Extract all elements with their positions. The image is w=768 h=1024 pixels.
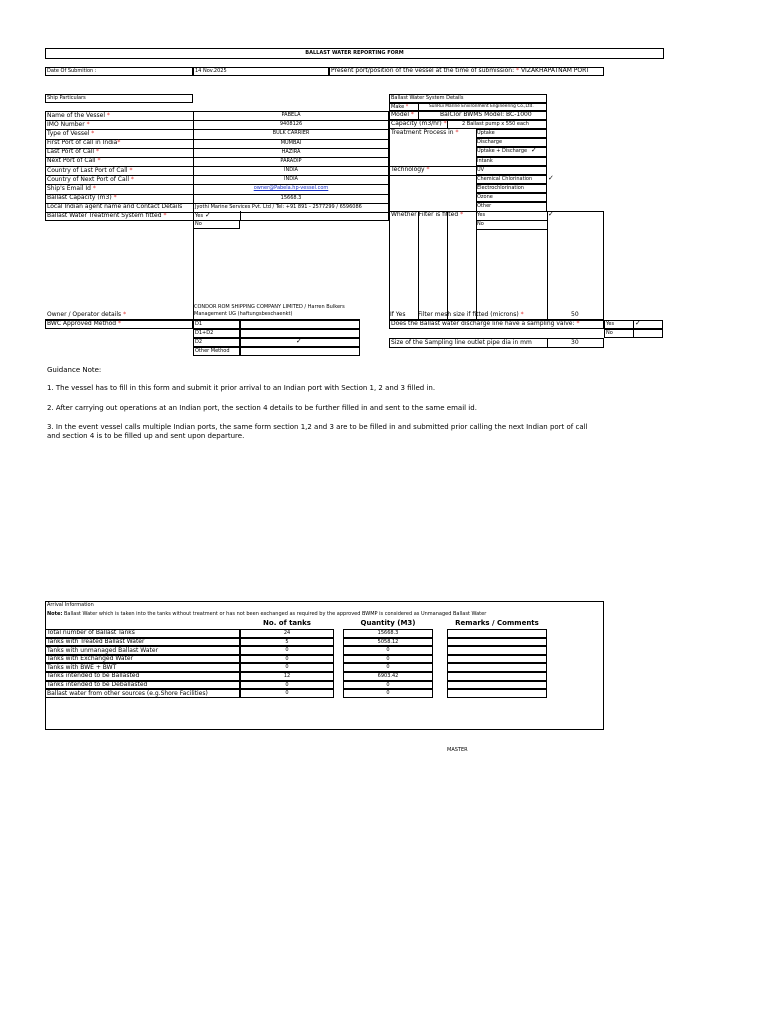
ship-field-label [47,140,120,146]
if-yes-label: If Yes [390,311,406,318]
pipe-label: Size of the Sampling line outlet pipe dia in mm [391,339,532,346]
ship-field-label [47,149,99,155]
guidance-note-1: 1. The vessel has to fill in this form and submit it prior arrival to an Indian port with Section 1, 2 and 3 filled in. [47,384,436,392]
bwts-header: Ballast Water System Details [391,95,464,101]
signature-master: MASTER [447,747,468,753]
process-option[interactable]: Uptake [477,130,495,136]
required-star: * [86,120,90,128]
ship-field-label-text: Last Port of Call [47,148,97,156]
ship-field-label [47,168,132,174]
bwts-capacity-label: Capacity (m3/hr) * [391,120,447,127]
process-option[interactable]: Discharge [477,139,503,146]
arrival-qty-value[interactable]: 0 [386,655,390,662]
arrival-tanks-value[interactable]: 0 [285,647,289,654]
ship-field-label [47,122,90,128]
col-qty-header: Quantity (M3) [360,619,416,627]
present-port-label: Present port/position of the vessel at the time of submission: [331,67,517,74]
guidance-note-3a: 3. In the event vessel calls multiple Indian ports, the same form section 1,2 and 3 are to be filled in and submitted prior calling the next Indian port of call [47,423,588,431]
required-star: * [129,166,133,174]
arrival-qty-value[interactable]: 6903.42 [377,673,399,679]
ship-field-label [47,113,110,119]
arrival-remarks-cell[interactable] [447,663,547,672]
tech-option[interactable]: UV [477,166,485,173]
ship-field-label [47,177,134,183]
row-divider [45,184,389,185]
ship-field-label [47,158,100,164]
ship-field-value[interactable]: MUMBAI [280,139,302,146]
submission-label: Date Of Submition : [47,68,97,74]
method-check-box [240,347,360,356]
arrival-tanks-value[interactable]: 12 [283,673,291,679]
method-d2-tick: ✓ [296,337,302,345]
row-divider [45,120,389,121]
ship-field-value[interactable]: PARADIP [280,157,302,164]
ship-particulars-header: Ship Particulars [47,95,86,101]
sampling-label: Does the Ballast water discharge line have a sampling valve: * [391,320,580,327]
ship-field-label-text: Country of Next Port of Call [47,175,131,183]
ship-field-value[interactable]: 15668.3 [280,194,302,201]
ship-field-label [47,186,96,192]
arrival-remarks-cell[interactable] [447,689,547,698]
ship-field-value[interactable]: Jyothi Marine Services Pvt. Ltd / Tel: +91 891 - 2577299 / 6596086 [195,203,362,210]
process-option[interactable]: Uptake + Discharge [477,148,528,155]
present-port-req: * [516,67,520,74]
tech-option[interactable]: Other [477,203,492,210]
arrival-remarks-cell[interactable] [447,638,547,647]
sampling-yes-tick: ✓ [635,319,641,327]
ship-field-label-text: Ballast Capacity (m3) [47,194,114,202]
method-option[interactable]: D1+D2 [195,330,214,336]
tech-option-box [476,166,547,175]
arrival-row-label: Total number of Ballast Tanks [47,629,135,637]
arrival-qty-value[interactable]: 0 [386,664,390,671]
sampling-yes[interactable]: Yes [606,321,615,327]
arrival-qty-value[interactable]: 5058.12 [377,638,399,645]
arrival-note: Note: Ballast Water which is taken into the tanks without treatment or has not been exchanged as required by the approved BWMP is considered as Unmanaged Ballast Water [47,611,487,617]
arrival-remarks-cell[interactable] [447,646,547,655]
arrival-row-label: Tanks with unmanaged Ballast Water [47,646,159,654]
owner-label: Owner / Operator details * [47,311,127,318]
row-divider [240,211,241,220]
arrival-tanks-value[interactable]: 24 [283,630,291,636]
ship-field-value[interactable]: INDIA [284,167,298,174]
filter-box [389,211,604,320]
tech-option[interactable]: Electrochlorination [477,185,524,192]
tech-option[interactable]: Ozone [477,194,493,201]
ship-field-value[interactable]: HAZIRA [281,148,301,155]
arrival-remarks-cell[interactable] [447,672,547,681]
technology-label: Technology * [391,166,430,173]
method-option[interactable]: D1 [195,321,203,327]
row-divider [389,175,476,176]
arrival-row-label: Tanks intended to be Deballasted [47,680,148,688]
arrival-qty-value[interactable]: 0 [386,681,390,688]
owner-value[interactable]: CONDOR ROM SHIPPING COMPANY LIMITED / Harren Bulkers Management UG (haftungsbeschaenkt) [194,304,345,317]
ship-field-label-text: Ship's Email Id [47,184,93,192]
method-option[interactable]: D2 [195,339,203,345]
arrival-tanks-value[interactable]: 5 [285,638,289,645]
method-check-box [240,320,360,329]
arrival-remarks-cell[interactable] [447,655,547,664]
required-star: * [163,212,167,220]
present-port [331,68,590,74]
bwts-no[interactable]: No [195,221,202,227]
bwc-method-label: BWC Approved Method * [47,320,122,327]
guidance-note-3b: and section 4 is to be filled up and sent upon departure. [47,432,245,440]
ship-field-label-text: Type of Vessel [47,129,92,137]
required-star: * [91,129,95,137]
arrival-qty-value[interactable]: 15668.3 [377,630,399,636]
bwts-fitted-tick: ✓ [205,211,211,220]
ship-field-label [47,131,94,137]
arrival-row-label: Tanks with Exchanged Water [47,655,134,663]
arrival-tanks-value[interactable]: 0 [285,690,289,697]
required-star: * [92,184,96,192]
ship-field-label-text: Local Indian agent name and Contact Details [47,203,183,211]
present-port-value[interactable]: VIZAKHAPATNAM PORT [520,67,590,74]
mesh-label: Filter mesh size if fitted (microns) * [418,311,524,318]
ship-field-label [47,195,117,201]
ship-field-label [47,213,166,219]
filter-label: Whether Filter is fitted * [391,211,464,218]
ship-field-label [47,204,182,210]
required-star: * [106,111,110,119]
bwts-capacity-value[interactable]: 2 Ballast pump x 550 each [462,121,529,127]
guidance-title: Guidance Note: [47,366,102,374]
process-tick: ✓ [531,146,537,155]
ship-field-label-text: Ballast Water Treatment System fitted [47,212,164,220]
arrival-row-label: Tanks intended to be Ballasted [47,672,140,680]
bwts-model-value[interactable]: BalClor BWMS Model: BC-1000 [440,111,532,118]
ship-field-label-text: Next Port of Call [47,157,98,165]
bwts-model-label: Model * [391,111,414,118]
arrival-tanks-value[interactable]: 0 [285,664,289,671]
mesh-value[interactable]: 50 [571,311,579,318]
required-star: * [130,175,134,183]
ship-field-value[interactable]: Yes [195,212,204,219]
ship-field-label-text: Name of the Vessel [47,111,107,119]
arrival-header: Arrival Information [47,602,94,608]
bwts-make-label: Make * [391,104,409,110]
sampling-no-box [604,329,663,338]
submission-date[interactable]: 14 Nov.2025 [195,68,227,74]
filter-no[interactable]: No [477,221,484,227]
row-divider [389,166,476,167]
required-star: * [113,194,117,202]
arrival-qty-value[interactable]: 0 [386,690,390,697]
arrival-remarks-cell[interactable] [447,629,547,638]
guidance-note-2: 2. After carrying out operations at an Indian port, the section 4 details to be further filled in and sent to the same email id. [47,404,477,412]
tech-tick: ✓ [548,173,554,182]
arrival-qty-value[interactable]: 0 [386,647,390,654]
bwts-make-value[interactable]: SunRui Marine Environment Engineering Co.,Ltd. [429,104,534,109]
col-remarks-header: Remarks / Comments [455,619,539,627]
arrival-row-label: Ballast water from other sources (e.g.Shore Facilities) [47,689,208,697]
arrival-row-label: Tanks with Treated Ballast Water [47,637,145,645]
arrival-tanks-value[interactable]: 0 [285,655,289,662]
arrival-row-label: Tanks with BWE + BWT [47,663,117,671]
arrival-tanks-value[interactable]: 0 [285,681,289,688]
required-star: * [96,148,100,156]
ship-field-value[interactable]: BULK CARRIER [272,130,310,137]
col-tanks-header: No. of tanks [263,619,311,627]
arrival-remarks-cell[interactable] [447,681,547,690]
row-divider [45,129,389,130]
process-option[interactable]: Intank [477,157,493,164]
ship-field-label-text: IMO Number [47,120,87,128]
filter-yes[interactable]: Yes [477,212,486,218]
tech-option[interactable]: Chemical Chlorination [477,175,533,182]
ship-field-label-text: First Port of call in India [47,139,118,146]
ship-field-value[interactable]: 9408126 [279,121,303,128]
method-option[interactable]: Other Method [195,348,230,354]
form-title: BALLAST WATER REPORTING FORM [305,50,404,56]
filter-yes-tick: ✓ [548,210,554,218]
required-star: * [97,157,101,165]
ship-field-value[interactable]: owner@Pabela.hp-vessel.com [253,185,329,192]
pipe-value[interactable]: 30 [571,339,579,346]
ship-field-label-text: Country of Last Port of Call [47,166,130,174]
ship-field-value[interactable]: PABELA [281,112,301,118]
required-star: * [117,139,121,146]
treatment-process-label: Treatment Process in * [391,129,459,136]
ship-field-value[interactable]: INDIA [284,176,298,183]
sampling-no[interactable]: No [606,330,613,336]
